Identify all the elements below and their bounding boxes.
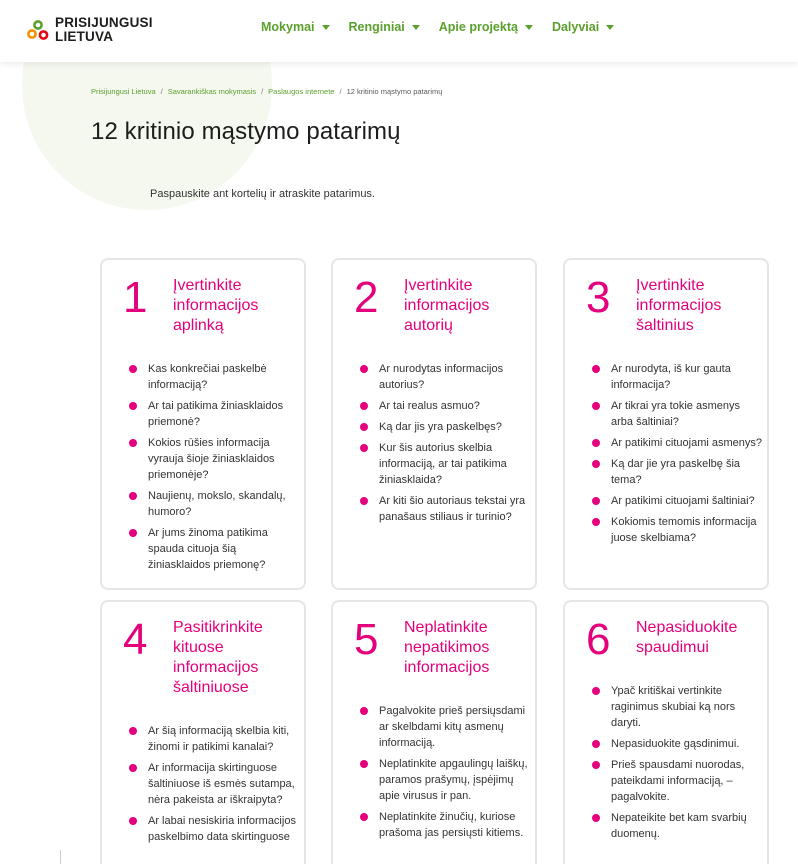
list-item	[360, 756, 530, 804]
list-item	[129, 760, 299, 808]
list-item	[592, 810, 762, 842]
nav-item-label: Apie projektą	[438, 20, 518, 34]
card-number: 1	[123, 273, 148, 322]
bullet-icon	[360, 707, 368, 715]
list-item	[360, 703, 530, 751]
bullet-icon	[129, 529, 137, 537]
list-item	[360, 809, 530, 841]
page-title: 12 kritinio mąstymo patarimų	[91, 118, 401, 145]
bullet-icon	[129, 727, 137, 735]
bullet-icon	[360, 497, 368, 505]
breadcrumb-link-paslaugos[interactable]: Paslaugos internete	[268, 87, 335, 96]
tip-card-2[interactable]	[331, 258, 537, 590]
card-number: 5	[354, 615, 379, 664]
breadcrumb-link-home[interactable]: Prisijungusi Lietuva	[91, 87, 156, 96]
card-number: 4	[123, 615, 148, 664]
list-item-text: Prieš spausdami nuorodas, pateikdami informaciją, – pagalvokite.	[611, 759, 745, 803]
chevron-down-icon	[525, 25, 533, 30]
list-item	[592, 398, 762, 430]
card-title: Įvertinkite informacijos autorių	[404, 277, 490, 334]
list-item-text: Ar nurodyta, iš kur gauta informacija?	[611, 363, 731, 391]
tip-card-3[interactable]	[563, 258, 769, 590]
list-item	[592, 493, 762, 509]
list-item-text: Ypač kritiškai vertinkite raginimus skubiai ką nors daryti.	[611, 685, 736, 729]
list-item	[129, 813, 299, 845]
tip-card-4[interactable]	[100, 600, 306, 864]
list-item-text: Ar patikimi cituojami šaltiniai?	[611, 495, 755, 507]
main-nav	[261, 20, 633, 34]
bullet-icon	[360, 444, 368, 452]
bullet-icon	[592, 761, 600, 769]
card-list	[129, 723, 299, 850]
bullet-icon	[592, 518, 600, 526]
list-item-text: Ką dar jis yra paskelbęs?	[379, 421, 502, 433]
list-item	[592, 435, 762, 451]
bullet-icon	[129, 402, 137, 410]
list-item	[592, 361, 762, 393]
bullet-icon	[360, 813, 368, 821]
list-item	[592, 757, 762, 805]
list-item	[360, 361, 530, 393]
list-item-text: Ar šią informaciją skelbia kiti, žinomi ir patikimi kanalai?	[148, 725, 290, 753]
bullet-icon	[360, 423, 368, 431]
breadcrumb-link-savarankiskas[interactable]: Savarankiškas mokymasis	[167, 87, 257, 96]
tip-card-1[interactable]	[100, 258, 306, 590]
card-title: Įvertinkite informacijos aplinką	[173, 277, 259, 334]
chevron-down-icon	[322, 25, 330, 30]
nav-item-label: Renginiai	[348, 20, 405, 34]
logo-line-2: LIETUVA	[55, 29, 114, 44]
list-item	[129, 723, 299, 755]
card-list	[360, 703, 530, 846]
list-item-text: Ar labai nesiskiria informacijos paskelbimo data skirtinguose	[148, 815, 296, 843]
card-list	[129, 361, 299, 578]
bullet-icon	[592, 402, 600, 410]
list-item-text: Kur šis autorius skelbia informaciją, ar tai patikima žiniasklaida?	[379, 442, 507, 486]
bullet-icon	[360, 760, 368, 768]
list-item-text: Ar patikimi cituojami asmenys?	[611, 437, 762, 449]
bullet-icon	[592, 439, 600, 447]
bullet-icon	[129, 439, 137, 447]
bullet-icon	[129, 764, 137, 772]
bullet-icon	[360, 365, 368, 373]
list-item-text: Neplatinkite žinučių, kuriose prašoma jas persiųsti kitiems.	[379, 811, 524, 839]
list-item-text: Kokios rūšies informacija vyrauja šioje žiniasklaidos priemonėje?	[148, 437, 275, 481]
list-item-text: Ar kiti šio autoriaus tekstai yra panašaus stiliaus ir turinio?	[379, 495, 526, 523]
card-list	[592, 683, 762, 847]
card-number: 6	[586, 615, 611, 664]
bullet-icon	[592, 687, 600, 695]
page-intro: Paspauskite ant kortelių ir atraskite patarimus.	[150, 188, 375, 200]
nav-item-dalyviai[interactable]	[552, 20, 614, 34]
logo-line-1: PRISIJUNGUSI	[55, 15, 153, 30]
breadcrumb-current: 12 kritinio mąstymo patarimų	[346, 87, 443, 96]
list-item-text: Ką dar jie yra paskelbę šia tema?	[611, 458, 741, 486]
list-item	[592, 736, 762, 752]
chevron-down-icon	[412, 25, 420, 30]
list-item-text: Ar informacija skirtinguose šaltiniuose iš esmės sutampa, nėra pakeista ar iškraipyta?	[148, 762, 295, 806]
list-item-text: Naujienų, mokslo, skandalų, humoro?	[148, 490, 286, 518]
list-item-text: Ar tai realus asmuo?	[379, 400, 480, 412]
tip-card-6[interactable]	[563, 600, 769, 864]
card-title: Įvertinkite informacijos šaltinius	[636, 277, 722, 334]
list-item-text: Pagalvokite prieš persiųsdami ar skelbdami kitų asmenų informaciją.	[379, 705, 526, 749]
divider	[60, 850, 61, 864]
list-item-text: Nepasiduokite gąsdinimui.	[611, 738, 740, 750]
list-item	[592, 514, 762, 546]
nav-item-mokymai[interactable]	[261, 20, 330, 34]
card-number: 2	[354, 273, 379, 322]
nav-item-apie-projekta[interactable]	[439, 20, 533, 34]
nav-item-renginiai[interactable]	[349, 20, 420, 34]
chevron-down-icon	[606, 25, 614, 30]
logo-icon	[27, 19, 49, 41]
bullet-icon	[592, 740, 600, 748]
card-title: Nepasiduokite spaudimui	[636, 619, 738, 656]
list-item	[360, 493, 530, 525]
card-list	[592, 361, 762, 551]
list-item	[129, 488, 299, 520]
list-item	[592, 456, 762, 488]
bullet-icon	[592, 460, 600, 468]
list-item-text: Neplatinkite apgaulingų laiškų, paramos prašymų, įspėjimų apie virusus ir pan.	[379, 758, 528, 802]
list-item	[129, 525, 299, 573]
site-header	[0, 0, 798, 62]
list-item	[129, 435, 299, 483]
list-item-text: Kas konkrečiai paskelbė informaciją?	[148, 363, 267, 391]
nav-item-label: Mokymai	[261, 20, 315, 34]
bullet-icon	[592, 365, 600, 373]
list-item-text: Ar nurodytas informacijos autorius?	[379, 363, 504, 391]
card-title: Pasitikrinkite kituose informacijos šaltiniuose	[173, 619, 263, 696]
tip-card-5[interactable]	[331, 600, 537, 864]
list-item	[129, 361, 299, 393]
list-item	[129, 398, 299, 430]
breadcrumb-separator: /	[339, 87, 342, 96]
bullet-icon	[129, 365, 137, 373]
list-item	[360, 440, 530, 488]
bullet-icon	[360, 402, 368, 410]
list-item-text: Ar jums žinoma patikima spauda cituoja šią žiniasklaidos priemonę?	[148, 527, 268, 571]
card-title: Neplatinkite nepatikimos informacijos	[404, 619, 490, 676]
breadcrumb-separator: /	[160, 87, 163, 96]
bullet-icon	[129, 492, 137, 500]
list-item-text: Ar tai patikima žiniasklaidos priemonė?	[148, 400, 284, 428]
list-item	[360, 419, 530, 435]
list-item-text: Kokiomis temomis informacija juose skelbiama?	[611, 516, 757, 544]
nav-item-label: Dalyviai	[551, 20, 600, 34]
list-item	[360, 398, 530, 414]
bullet-icon	[592, 497, 600, 505]
list-item-text: Nepateikite bet kam svarbių duomenų.	[611, 812, 747, 840]
list-item-text: Ar tikrai yra tokie asmenys arba šaltiniai?	[611, 400, 740, 428]
site-logo[interactable]	[27, 16, 153, 44]
bullet-icon	[129, 817, 137, 825]
bullet-icon	[592, 814, 600, 822]
card-number: 3	[586, 273, 611, 322]
breadcrumb	[91, 87, 442, 96]
card-list	[360, 361, 530, 530]
list-item	[592, 683, 762, 731]
breadcrumb-separator: /	[261, 87, 264, 96]
